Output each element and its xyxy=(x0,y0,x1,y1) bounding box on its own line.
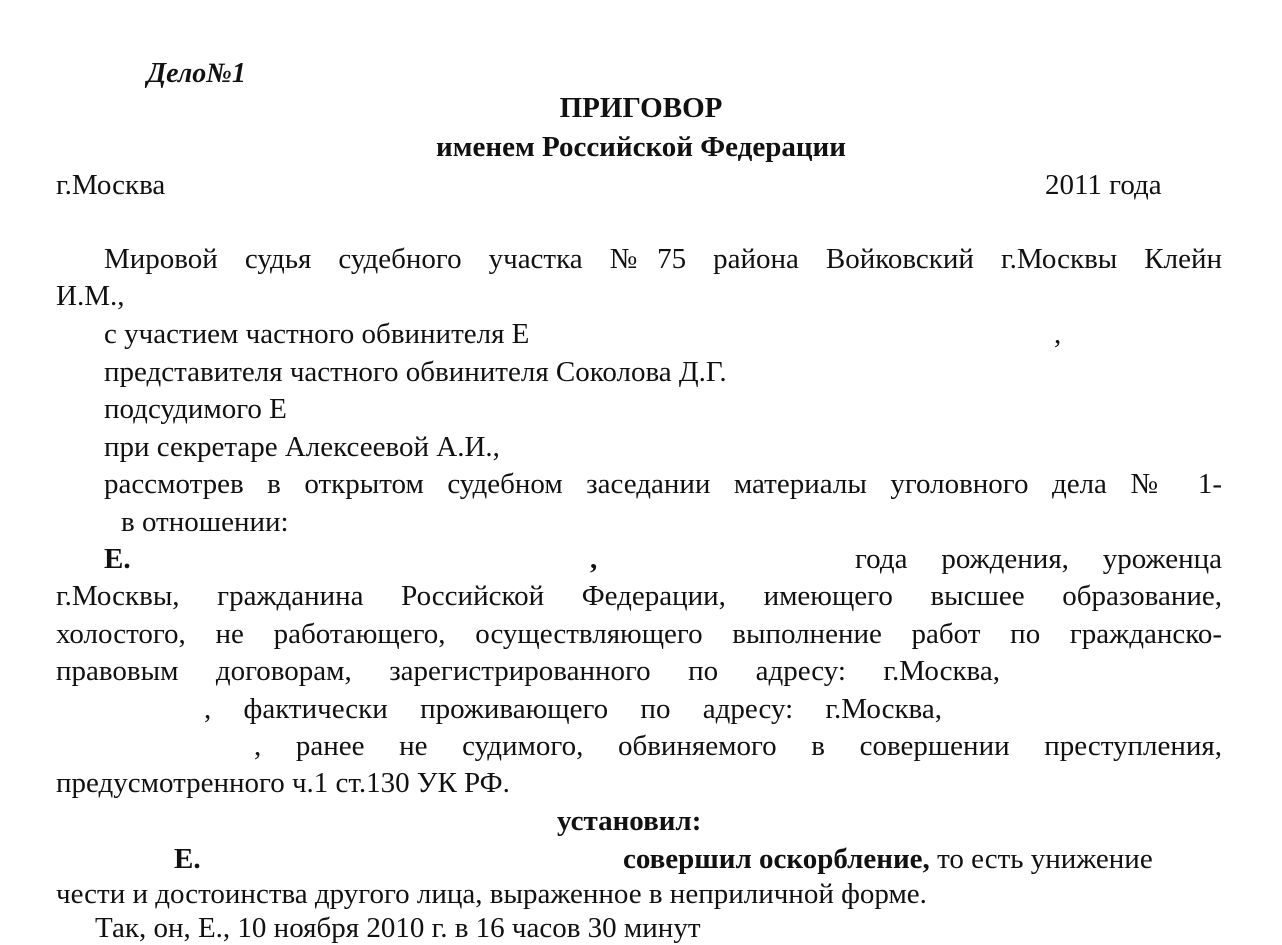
cut-off-line xyxy=(0,912,1282,944)
defendant-line-3: холостого, не работающего, осуществляющего выполнение работ по гражданско- xyxy=(56,618,1222,650)
city: г.Москва xyxy=(56,169,166,201)
defendant-line-5: , фактически проживающего по адресу: г.Москва, xyxy=(204,693,942,725)
established-bold-text: совершил оскорбление, xyxy=(623,843,930,875)
defendant: подсудимого Е xyxy=(104,393,287,425)
document-subtitle: именем Российской Федерации xyxy=(436,131,846,163)
established-heading: установил: xyxy=(557,805,702,837)
defendant-line-6: , ранее не судимого, обвиняемого в совершении преступления, xyxy=(254,730,1222,762)
defendant-comma: , xyxy=(590,543,598,575)
defendant-line-7: предусмотренного ч.1 ст.130 УК РФ. xyxy=(56,767,510,799)
defendant-line-2: г.Москвы, гражданина Российской Федерации, имеющего высшее образование, xyxy=(56,580,1222,612)
established-line-1 xyxy=(623,845,1153,874)
intro-line-1: Мировой судья судебного участка №75 района Войковский г.Москвы Клейн xyxy=(104,243,1222,275)
considered-line: рассмотрев в открытом судебном заседании материалы уголовного дела № 1- xyxy=(104,468,1222,500)
defendant-birth: года рождения, уроженца xyxy=(855,543,1222,575)
cut-off-text: Так, он, Е., 10 ноября 2010 г. в 16 часов 30 минут xyxy=(95,912,701,944)
participant-comma: , xyxy=(1054,318,1062,350)
representative: представителя частного обвинителя Соколова Д.Г. xyxy=(104,356,727,388)
established-line-2: чести и достоинства другого лица, выраженное в неприличной форме. xyxy=(56,878,927,910)
defendant-line-4: правовым договорам, зарегистрированного по адресу: г.Москва, xyxy=(56,655,1000,687)
date: 2011 года xyxy=(1045,169,1162,201)
participant-prosecutor: с участием частного обвинителя Е xyxy=(104,318,530,350)
secretary: при секретаре Алексеевой А.И., xyxy=(104,431,500,463)
document-title: ПРИГОВОР xyxy=(559,92,723,124)
regarding: в отношении: xyxy=(121,506,289,538)
established-initial: Е. xyxy=(174,843,201,875)
defendant-initial: Е. xyxy=(104,543,131,575)
established-rest: то есть унижение xyxy=(937,843,1153,875)
intro-line-1-cont: И.М., xyxy=(56,280,125,312)
case-number: Дело№1 xyxy=(147,58,246,89)
